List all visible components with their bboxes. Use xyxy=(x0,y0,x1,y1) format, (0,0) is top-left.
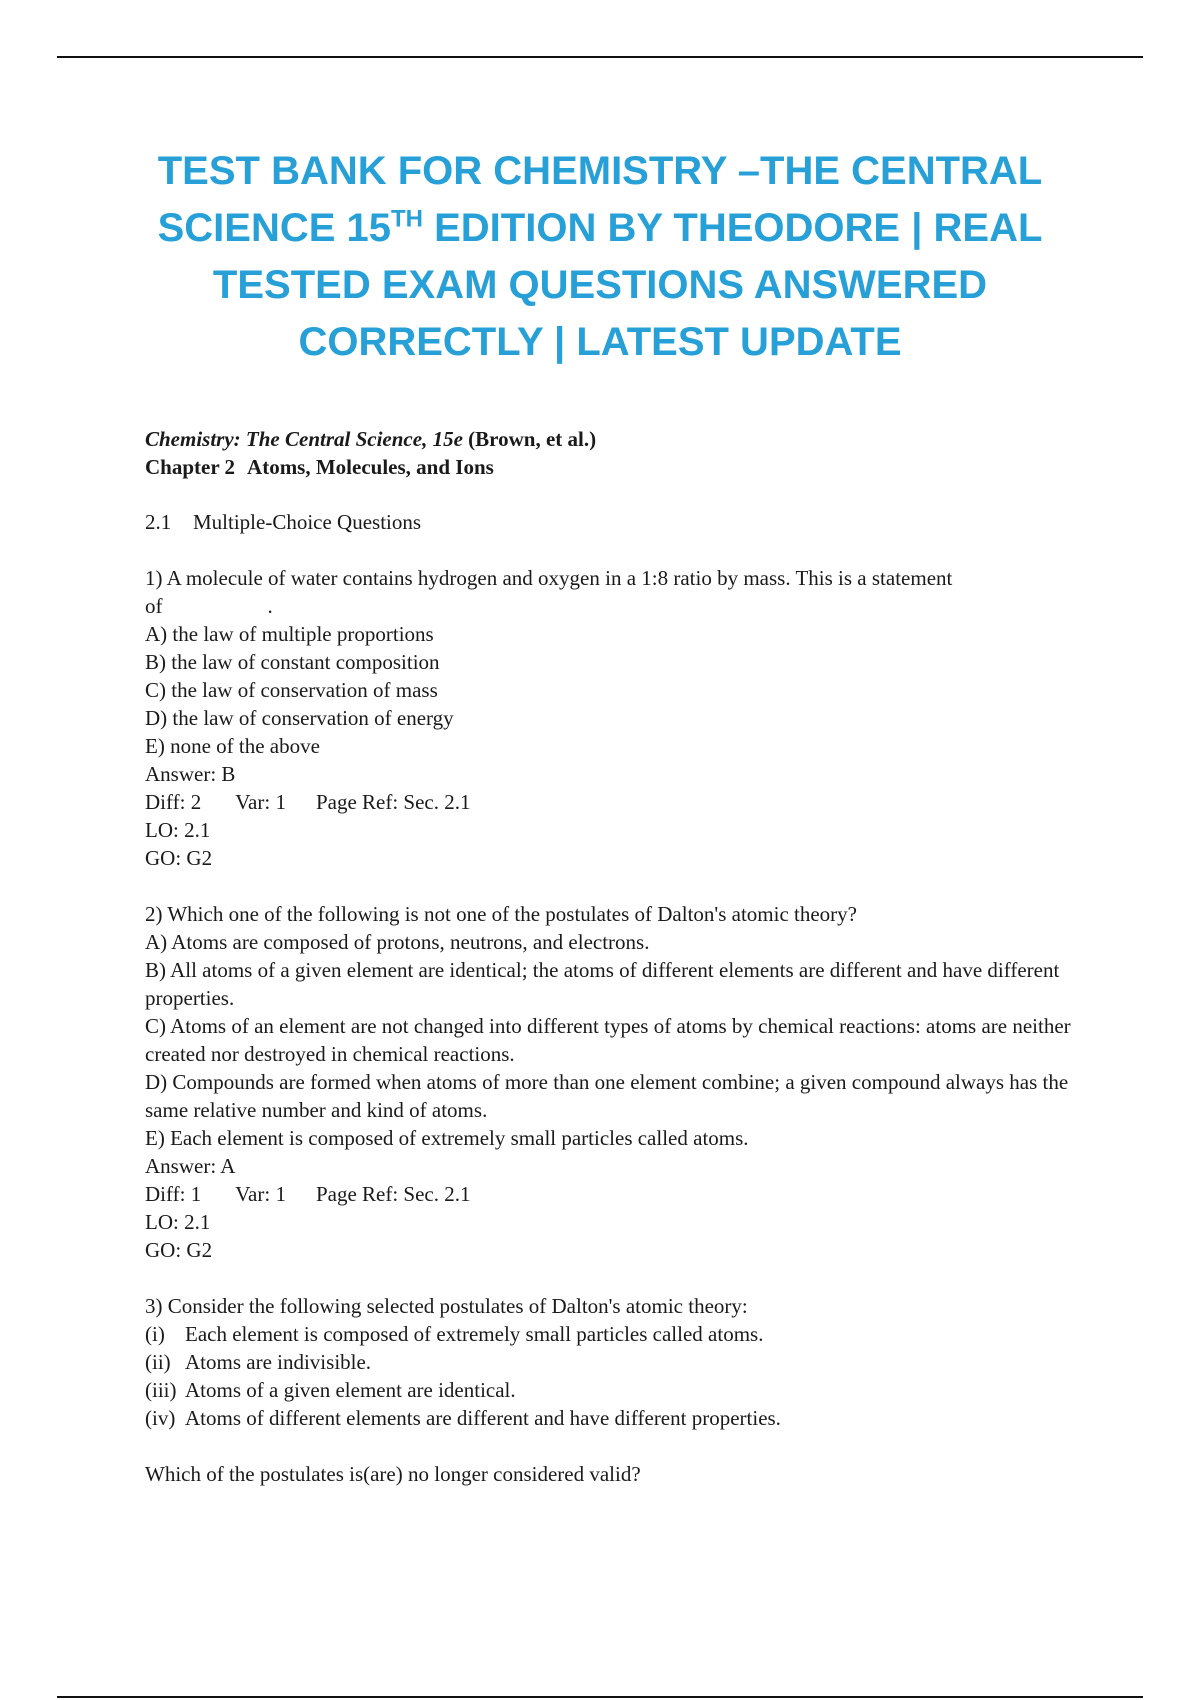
postulate-number: (iii) xyxy=(145,1378,177,1402)
option-e: E) none of the above xyxy=(145,734,320,758)
title-line-2-start: SCIENCE 15 xyxy=(157,206,391,250)
question-3 xyxy=(145,1292,1085,1488)
section-number: 2.1 xyxy=(145,510,172,534)
global-outcome: GO: G2 xyxy=(145,846,213,870)
title-line-1: TEST BANK FOR CHEMISTRY –THE CENTRAL xyxy=(157,149,1043,193)
postulate-number: (i) xyxy=(145,1322,165,1346)
option-d: D) Compounds are formed when atoms of more than one element combine; a given compound always has the same relative number and kind of atoms. xyxy=(145,1070,1069,1122)
question-stem: 3) Consider the following selected postulates of Dalton's atomic theory: xyxy=(145,1294,748,1318)
question-stem: 1) A molecule of water contains hydrogen and oxygen in a 1:8 ratio by mass. This is a statement xyxy=(145,566,953,590)
book-authors: (Brown, et al.) xyxy=(462,427,597,451)
variant: Var: 1 xyxy=(235,790,286,814)
option-b: B) All atoms of a given element are identical; the atoms of different elements are different and have different properties. xyxy=(145,958,1060,1010)
follow-up-question: Which of the postulates is(are) no longer considered valid? xyxy=(145,1462,641,1486)
title-superscript: TH xyxy=(391,205,423,233)
chapter-label: Chapter 2 xyxy=(145,455,236,479)
option-b: B) the law of constant composition xyxy=(145,650,440,674)
postulate-i xyxy=(145,1320,1085,1348)
title-line-2-end: EDITION BY THEODORE | REAL xyxy=(423,206,1043,250)
difficulty: Diff: 1 xyxy=(145,1182,202,1206)
book-title: Chemistry: The Central Science, 15e xyxy=(145,427,463,451)
answer: Answer: B xyxy=(145,762,236,786)
learning-objective: LO: 2.1 xyxy=(145,1210,211,1234)
title-line-2 xyxy=(100,200,1100,257)
title-line-4: CORRECTLY | LATEST UPDATE xyxy=(298,320,902,364)
postulate-text: Atoms of different elements are different and have different properties. xyxy=(185,1406,781,1430)
postulate-iv xyxy=(145,1404,1085,1432)
page-ref: Page Ref: Sec. 2.1 xyxy=(315,1182,471,1206)
chapter-heading xyxy=(145,453,1085,481)
postulate-number: (iv) xyxy=(145,1406,176,1430)
question-stem: 2) Which one of the following is not one of the postulates of Dalton's atomic theory? xyxy=(145,902,857,926)
variant: Var: 1 xyxy=(235,1182,286,1206)
document-body xyxy=(145,425,1085,1488)
top-rule xyxy=(57,56,1143,58)
page-ref: Page Ref: Sec. 2.1 xyxy=(315,790,471,814)
stem-cont-text: of xyxy=(145,594,163,618)
option-e: E) Each element is composed of extremely small particles called atoms. xyxy=(145,1126,749,1150)
book-reference xyxy=(145,425,1085,453)
document-title xyxy=(100,143,1100,371)
postulate-text: Atoms are indivisible. xyxy=(185,1350,372,1374)
option-a: A) the law of multiple proportions xyxy=(145,622,434,646)
answer: Answer: A xyxy=(145,1154,236,1178)
difficulty: Diff: 2 xyxy=(145,790,202,814)
postulate-iii xyxy=(145,1376,1085,1404)
option-c: C) Atoms of an element are not changed into different types of atoms by chemical reactions: atoms are neither created nor destroyed in chemical reactions. xyxy=(145,1014,1071,1066)
section-heading xyxy=(145,508,1085,536)
option-a: A) Atoms are composed of protons, neutrons, and electrons. xyxy=(145,930,650,954)
postulate-text: Atoms of a given element are identical. xyxy=(185,1378,516,1402)
question-1 xyxy=(145,564,1085,872)
stem-end: . xyxy=(267,594,273,618)
bottom-rule xyxy=(57,1696,1143,1698)
postulate-ii xyxy=(145,1348,1085,1376)
question-stem-continued xyxy=(145,592,1085,620)
postulate-text: Each element is composed of extremely small particles called atoms. xyxy=(185,1322,764,1346)
postulate-number: (ii) xyxy=(145,1350,171,1374)
title-line-3: TESTED EXAM QUESTIONS ANSWERED xyxy=(212,263,988,307)
global-outcome: GO: G2 xyxy=(145,1238,213,1262)
option-c: C) the law of conservation of mass xyxy=(145,678,438,702)
chapter-name: Atoms, Molecules, and Ions xyxy=(247,455,494,479)
section-name: Multiple-Choice Questions xyxy=(193,510,422,534)
question-meta xyxy=(145,1180,1085,1208)
question-2 xyxy=(145,900,1085,1264)
question-meta xyxy=(145,788,1085,816)
option-d: D) the law of conservation of energy xyxy=(145,706,454,730)
learning-objective: LO: 2.1 xyxy=(145,818,211,842)
